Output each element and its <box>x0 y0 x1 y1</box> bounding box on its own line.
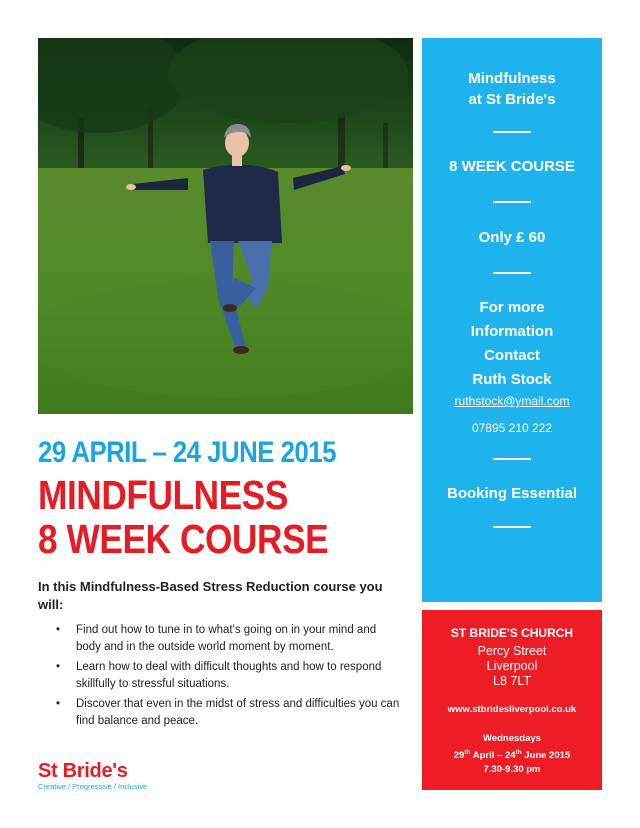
st-brides-logo <box>38 760 147 792</box>
church-website-link[interactable]: www.stbridesliverpool.co.uk <box>447 704 577 715</box>
list-item: • Learn how to deal with difficult thoughts and how to respond skillfully to stressful situations. <box>56 659 401 693</box>
logo-name: St Bride's <box>38 760 128 782</box>
course-title-line1: MINDFULNESS <box>38 472 288 518</box>
church-address: Percy Street Liverpool L8 7LT <box>477 644 547 688</box>
divider <box>493 201 531 203</box>
contact-email-link[interactable]: ruthstock@ymail.com <box>454 394 570 408</box>
logo-tagline: Creative / Progressive / Inclusive <box>38 782 148 791</box>
contact-phone: 07895 210 222 <box>471 421 553 435</box>
divider <box>493 458 531 460</box>
course-length: 8 WEEK COURSE <box>449 158 575 175</box>
divider <box>493 526 531 528</box>
course-photo <box>38 38 413 414</box>
booking-note: Booking Essential <box>446 485 578 502</box>
schedule-dates: 29th April – 24th June 2015 <box>453 749 571 761</box>
divider <box>493 131 531 133</box>
church-details-panel <box>422 610 602 790</box>
list-item: • Find out how to tune in to what's going on in your mind and body and in the outside world moment by moment. <box>56 622 401 656</box>
church-name: ST BRIDE'S CHURCH <box>450 626 574 640</box>
panel-title: Mindfulness at St Bride's <box>468 70 556 108</box>
contact-heading: For more Information Contact Ruth Stock <box>470 299 554 388</box>
course-price: Only £ 60 <box>478 229 546 246</box>
course-title-line2: 8 WEEK COURSE <box>38 516 329 562</box>
course-benefits-list <box>56 622 401 733</box>
divider <box>493 272 531 274</box>
course-info-panel <box>422 38 602 602</box>
course-intro: In this Mindfulness-Based Stress Reduction course you will: <box>38 579 383 612</box>
person-balancing-photo <box>38 38 413 414</box>
course-dates-heading: 29 APRIL – 24 JUNE 2015 <box>38 436 336 469</box>
course-schedule: Wednesdays 29th April – 24th June 2015 7.30-9.30 pm <box>422 732 602 777</box>
list-item: • Discover that even in the midst of stress and difficulties you can find balance and peace. <box>56 696 401 730</box>
